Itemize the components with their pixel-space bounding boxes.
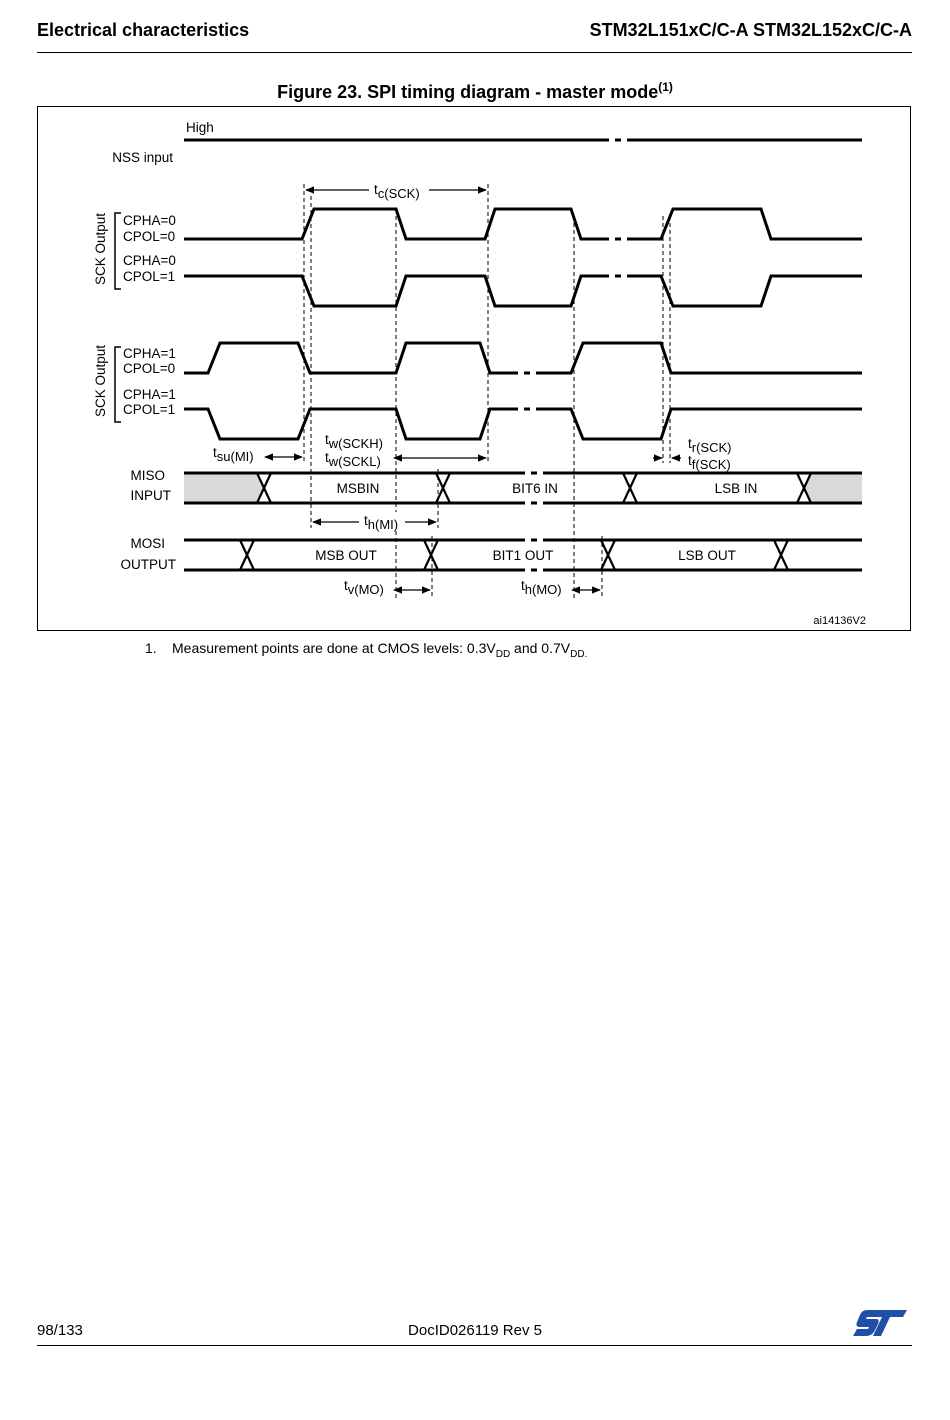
footnote-sub-b: DD.	[570, 648, 588, 660]
bit1-out-label: BIT1 OUT	[492, 548, 554, 563]
msb-out-label: MSB OUT	[315, 548, 377, 563]
tw-sckh-label: tw(SCKH)	[325, 432, 383, 451]
timing-diagram	[37, 106, 911, 631]
sck-cpha0-cpol0-waveform	[184, 209, 862, 239]
footnote-text-a: Measurement points are done at CMOS levels: 0.3V	[172, 640, 496, 656]
mosi-output-label: OUTPUT	[120, 557, 176, 572]
msb-in-label: MSBIN	[336, 481, 380, 496]
cpol0-label-1: CPOL=0	[123, 229, 176, 244]
cpha0-label-2: CPHA=0	[123, 253, 176, 268]
miso-input-label: INPUT	[130, 488, 171, 503]
nss-input-label: NSS input	[112, 150, 173, 165]
nss-high-label: High	[186, 120, 214, 135]
footnote-text-b: and 0.7V	[510, 640, 571, 656]
sck-cpha1-cpol1-waveform	[184, 409, 862, 439]
device-names: STM32L151xC/C-A STM32L152xC/C-A	[589, 20, 912, 40]
st-logo-icon	[852, 1308, 908, 1343]
lsb-out-label: LSB OUT	[678, 548, 736, 563]
cpol0-label-2: CPOL=0	[123, 361, 176, 376]
footnote-number: 1.	[145, 640, 157, 656]
footer-divider	[37, 1345, 912, 1346]
cpol1-label-2: CPOL=1	[123, 402, 176, 417]
timing-diagram-svg	[38, 107, 912, 632]
tv-mo-label: tv(MO)	[344, 578, 384, 597]
reference-lines	[304, 184, 670, 599]
cpha0-label-1: CPHA=0	[123, 213, 176, 228]
figure-title-text: Figure 23. SPI timing diagram - master mode	[277, 82, 659, 102]
sck-brackets	[115, 213, 121, 422]
page-number: 98/133	[37, 1322, 83, 1339]
th-mo-label: th(MO)	[521, 578, 562, 597]
sck-output-label-1: SCK Output	[93, 212, 108, 286]
doc-id: DocID026119 Rev 5	[408, 1322, 542, 1339]
tsu-mi-label: tsu(MI)	[213, 445, 254, 464]
tw-sckl-label: tw(SCKL)	[325, 450, 381, 469]
bit6-in-label: BIT6 IN	[512, 481, 558, 496]
figure-title	[0, 80, 950, 103]
sck-cpha1-cpol0-waveform	[184, 343, 862, 373]
footnote-sub-a: DD	[495, 648, 511, 660]
section-title: Electrical characteristics	[37, 20, 250, 40]
miso-label: MISO	[130, 468, 165, 483]
th-mi-label: th(MI)	[364, 513, 399, 532]
sck-output-label-2: SCK Output	[93, 344, 108, 418]
tc-sck-label: tc(SCK)	[374, 182, 420, 201]
figure-title-note: (1)	[658, 80, 673, 94]
tr-sck-label: tr(SCK)	[688, 436, 732, 455]
cpol1-label-1: CPOL=1	[123, 269, 176, 284]
figure-ref: ai14136V2	[813, 615, 866, 627]
tf-sck-label: tf(SCK)	[688, 453, 731, 472]
sck-cpha0-cpol1-waveform	[184, 276, 862, 306]
cpha1-label-1: CPHA=1	[123, 346, 176, 361]
header-divider	[37, 52, 912, 53]
mosi-label: MOSI	[130, 536, 165, 551]
lsb-in-label: LSB IN	[714, 481, 758, 496]
footnote	[145, 640, 587, 660]
cpha1-label-2: CPHA=1	[123, 387, 176, 402]
